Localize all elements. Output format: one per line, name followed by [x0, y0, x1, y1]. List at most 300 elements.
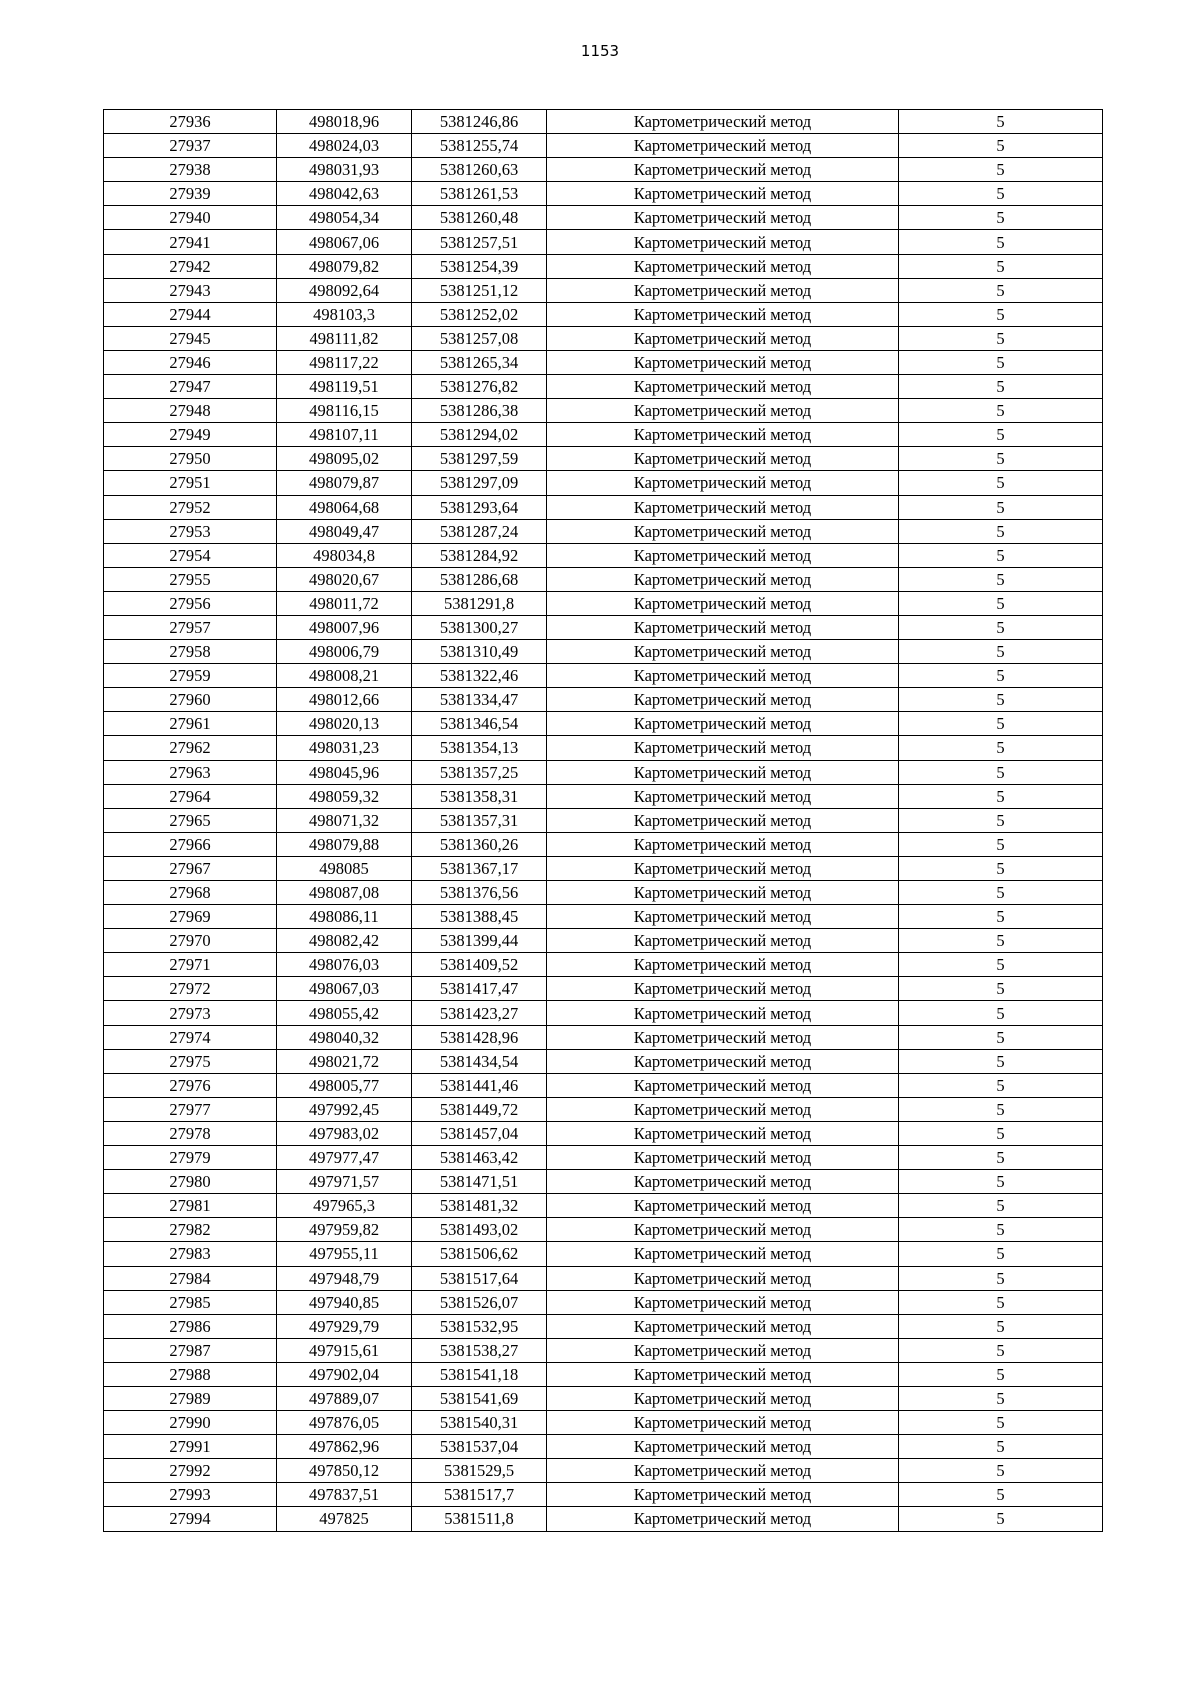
x-coordinate-cell: 497837,51 [277, 1483, 412, 1507]
accuracy-cell: 5 [899, 615, 1103, 639]
accuracy-cell: 5 [899, 784, 1103, 808]
point-number-cell: 27936 [104, 110, 277, 134]
method-cell: Картометрический метод [547, 350, 899, 374]
point-number-cell: 27976 [104, 1073, 277, 1097]
x-coordinate-cell: 497902,04 [277, 1362, 412, 1386]
method-cell: Картометрический метод [547, 1483, 899, 1507]
accuracy-cell: 5 [899, 688, 1103, 712]
point-number-cell: 27958 [104, 640, 277, 664]
accuracy-cell: 5 [899, 1435, 1103, 1459]
x-coordinate-cell: 498031,93 [277, 158, 412, 182]
x-coordinate-cell: 498005,77 [277, 1073, 412, 1097]
method-cell: Картометрический метод [547, 1266, 899, 1290]
table-row [104, 1507, 1103, 1531]
point-number-cell: 27945 [104, 326, 277, 350]
y-coordinate-cell: 5381287,24 [412, 519, 547, 543]
table-row [104, 856, 1103, 880]
point-number-cell: 27977 [104, 1097, 277, 1121]
method-cell: Картометрический метод [547, 1386, 899, 1410]
point-number-cell: 27973 [104, 1001, 277, 1025]
y-coordinate-cell: 5381388,45 [412, 905, 547, 929]
x-coordinate-cell: 497977,47 [277, 1146, 412, 1170]
y-coordinate-cell: 5381529,5 [412, 1459, 547, 1483]
table-row [104, 254, 1103, 278]
point-number-cell: 27986 [104, 1314, 277, 1338]
x-coordinate-cell: 498021,72 [277, 1049, 412, 1073]
table-row [104, 519, 1103, 543]
point-number-cell: 27954 [104, 543, 277, 567]
method-cell: Картометрический метод [547, 1025, 899, 1049]
method-cell: Картометрический метод [547, 736, 899, 760]
x-coordinate-cell: 498031,23 [277, 736, 412, 760]
method-cell: Картометрический метод [547, 1290, 899, 1314]
method-cell: Картометрический метод [547, 206, 899, 230]
table-row [104, 640, 1103, 664]
accuracy-cell: 5 [899, 1121, 1103, 1145]
point-number-cell: 27961 [104, 712, 277, 736]
x-coordinate-cell: 497959,82 [277, 1218, 412, 1242]
table-row [104, 1459, 1103, 1483]
x-coordinate-cell: 498049,47 [277, 519, 412, 543]
y-coordinate-cell: 5381254,39 [412, 254, 547, 278]
point-number-cell: 27968 [104, 881, 277, 905]
x-coordinate-cell: 497940,85 [277, 1290, 412, 1314]
accuracy-cell: 5 [899, 832, 1103, 856]
y-coordinate-cell: 5381334,47 [412, 688, 547, 712]
table-row [104, 1049, 1103, 1073]
method-cell: Картометрический метод [547, 471, 899, 495]
point-number-cell: 27953 [104, 519, 277, 543]
x-coordinate-cell: 497862,96 [277, 1435, 412, 1459]
x-coordinate-cell: 498082,42 [277, 929, 412, 953]
x-coordinate-cell: 498034,8 [277, 543, 412, 567]
accuracy-cell: 5 [899, 567, 1103, 591]
accuracy-cell: 5 [899, 664, 1103, 688]
point-number-cell: 27970 [104, 929, 277, 953]
accuracy-cell: 5 [899, 736, 1103, 760]
x-coordinate-cell: 498045,96 [277, 760, 412, 784]
table-row [104, 736, 1103, 760]
method-cell: Картометрический метод [547, 1218, 899, 1242]
point-number-cell: 27974 [104, 1025, 277, 1049]
x-coordinate-cell: 498006,79 [277, 640, 412, 664]
y-coordinate-cell: 5381541,69 [412, 1386, 547, 1410]
y-coordinate-cell: 5381441,46 [412, 1073, 547, 1097]
table-row [104, 977, 1103, 1001]
point-number-cell: 27979 [104, 1146, 277, 1170]
point-number-cell: 27972 [104, 977, 277, 1001]
y-coordinate-cell: 5381294,02 [412, 423, 547, 447]
table-row [104, 832, 1103, 856]
table-row [104, 1266, 1103, 1290]
accuracy-cell: 5 [899, 399, 1103, 423]
y-coordinate-cell: 5381428,96 [412, 1025, 547, 1049]
accuracy-cell: 5 [899, 1146, 1103, 1170]
accuracy-cell: 5 [899, 375, 1103, 399]
y-coordinate-cell: 5381261,53 [412, 182, 547, 206]
x-coordinate-cell: 497983,02 [277, 1121, 412, 1145]
y-coordinate-cell: 5381257,51 [412, 230, 547, 254]
point-number-cell: 27946 [104, 350, 277, 374]
point-number-cell: 27947 [104, 375, 277, 399]
y-coordinate-cell: 5381537,04 [412, 1435, 547, 1459]
x-coordinate-cell: 498040,32 [277, 1025, 412, 1049]
point-number-cell: 27985 [104, 1290, 277, 1314]
accuracy-cell: 5 [899, 423, 1103, 447]
x-coordinate-cell: 498092,64 [277, 278, 412, 302]
accuracy-cell: 5 [899, 447, 1103, 471]
table-row [104, 784, 1103, 808]
method-cell: Картометрический метод [547, 808, 899, 832]
method-cell: Картометрический метод [547, 1073, 899, 1097]
table-row [104, 447, 1103, 471]
method-cell: Картометрический метод [547, 664, 899, 688]
y-coordinate-cell: 5381434,54 [412, 1049, 547, 1073]
method-cell: Картометрический метод [547, 1194, 899, 1218]
x-coordinate-cell: 498020,67 [277, 567, 412, 591]
x-coordinate-cell: 497915,61 [277, 1338, 412, 1362]
table-row [104, 230, 1103, 254]
accuracy-cell: 5 [899, 1266, 1103, 1290]
table-row [104, 591, 1103, 615]
point-number-cell: 27989 [104, 1386, 277, 1410]
y-coordinate-cell: 5381252,02 [412, 302, 547, 326]
x-coordinate-cell: 498079,87 [277, 471, 412, 495]
y-coordinate-cell: 5381357,25 [412, 760, 547, 784]
table-row [104, 615, 1103, 639]
accuracy-cell: 5 [899, 1362, 1103, 1386]
accuracy-cell: 5 [899, 206, 1103, 230]
method-cell: Картометрический метод [547, 543, 899, 567]
point-number-cell: 27964 [104, 784, 277, 808]
accuracy-cell: 5 [899, 929, 1103, 953]
accuracy-cell: 5 [899, 808, 1103, 832]
accuracy-cell: 5 [899, 1483, 1103, 1507]
coordinates-table [103, 109, 1103, 1532]
point-number-cell: 27959 [104, 664, 277, 688]
x-coordinate-cell: 498012,66 [277, 688, 412, 712]
table-row [104, 1170, 1103, 1194]
table-row [104, 1097, 1103, 1121]
method-cell: Картометрический метод [547, 1411, 899, 1435]
x-coordinate-cell: 497948,79 [277, 1266, 412, 1290]
y-coordinate-cell: 5381297,59 [412, 447, 547, 471]
y-coordinate-cell: 5381526,07 [412, 1290, 547, 1314]
table-row [104, 1411, 1103, 1435]
point-number-cell: 27950 [104, 447, 277, 471]
accuracy-cell: 5 [899, 519, 1103, 543]
table-row [104, 206, 1103, 230]
x-coordinate-cell: 498117,22 [277, 350, 412, 374]
method-cell: Картометрический метод [547, 640, 899, 664]
accuracy-cell: 5 [899, 110, 1103, 134]
accuracy-cell: 5 [899, 1170, 1103, 1194]
x-coordinate-cell: 498067,06 [277, 230, 412, 254]
point-number-cell: 27992 [104, 1459, 277, 1483]
table-row [104, 808, 1103, 832]
table-row [104, 567, 1103, 591]
x-coordinate-cell: 497850,12 [277, 1459, 412, 1483]
method-cell: Картометрический метод [547, 399, 899, 423]
x-coordinate-cell: 497955,11 [277, 1242, 412, 1266]
y-coordinate-cell: 5381293,64 [412, 495, 547, 519]
x-coordinate-cell: 497992,45 [277, 1097, 412, 1121]
point-number-cell: 27982 [104, 1218, 277, 1242]
y-coordinate-cell: 5381541,18 [412, 1362, 547, 1386]
table-row [104, 471, 1103, 495]
table-row [104, 350, 1103, 374]
method-cell: Картометрический метод [547, 447, 899, 471]
point-number-cell: 27962 [104, 736, 277, 760]
point-number-cell: 27957 [104, 615, 277, 639]
method-cell: Картометрический метод [547, 615, 899, 639]
table-row [104, 712, 1103, 736]
x-coordinate-cell: 498116,15 [277, 399, 412, 423]
table-row [104, 399, 1103, 423]
point-number-cell: 27952 [104, 495, 277, 519]
table-row [104, 688, 1103, 712]
table-row [104, 1386, 1103, 1410]
accuracy-cell: 5 [899, 278, 1103, 302]
x-coordinate-cell: 498086,11 [277, 905, 412, 929]
x-coordinate-cell: 498064,68 [277, 495, 412, 519]
point-number-cell: 27969 [104, 905, 277, 929]
accuracy-cell: 5 [899, 977, 1103, 1001]
accuracy-cell: 5 [899, 350, 1103, 374]
method-cell: Картометрический метод [547, 1435, 899, 1459]
accuracy-cell: 5 [899, 712, 1103, 736]
point-number-cell: 27994 [104, 1507, 277, 1531]
y-coordinate-cell: 5381540,31 [412, 1411, 547, 1435]
accuracy-cell: 5 [899, 1242, 1103, 1266]
method-cell: Картометрический метод [547, 1242, 899, 1266]
point-number-cell: 27939 [104, 182, 277, 206]
y-coordinate-cell: 5381286,68 [412, 567, 547, 591]
point-number-cell: 27981 [104, 1194, 277, 1218]
accuracy-cell: 5 [899, 134, 1103, 158]
point-number-cell: 27942 [104, 254, 277, 278]
y-coordinate-cell: 5381538,27 [412, 1338, 547, 1362]
y-coordinate-cell: 5381417,47 [412, 977, 547, 1001]
y-coordinate-cell: 5381260,63 [412, 158, 547, 182]
method-cell: Картометрический метод [547, 1170, 899, 1194]
table-row [104, 881, 1103, 905]
method-cell: Картометрический метод [547, 519, 899, 543]
method-cell: Картометрический метод [547, 158, 899, 182]
point-number-cell: 27948 [104, 399, 277, 423]
y-coordinate-cell: 5381517,7 [412, 1483, 547, 1507]
y-coordinate-cell: 5381463,42 [412, 1146, 547, 1170]
accuracy-cell: 5 [899, 881, 1103, 905]
y-coordinate-cell: 5381449,72 [412, 1097, 547, 1121]
x-coordinate-cell: 498107,11 [277, 423, 412, 447]
method-cell: Картометрический метод [547, 254, 899, 278]
x-coordinate-cell: 498067,03 [277, 977, 412, 1001]
table-row [104, 1362, 1103, 1386]
point-number-cell: 27984 [104, 1266, 277, 1290]
table-row [104, 1194, 1103, 1218]
point-number-cell: 27978 [104, 1121, 277, 1145]
method-cell: Картометрический метод [547, 1362, 899, 1386]
point-number-cell: 27940 [104, 206, 277, 230]
y-coordinate-cell: 5381506,62 [412, 1242, 547, 1266]
table-row [104, 1242, 1103, 1266]
table-row [104, 543, 1103, 567]
x-coordinate-cell: 498055,42 [277, 1001, 412, 1025]
y-coordinate-cell: 5381409,52 [412, 953, 547, 977]
method-cell: Картометрический метод [547, 784, 899, 808]
x-coordinate-cell: 498054,34 [277, 206, 412, 230]
y-coordinate-cell: 5381265,34 [412, 350, 547, 374]
x-coordinate-cell: 498111,82 [277, 326, 412, 350]
coordinates-table-body [104, 110, 1103, 1532]
accuracy-cell: 5 [899, 1218, 1103, 1242]
accuracy-cell: 5 [899, 182, 1103, 206]
method-cell: Картометрический метод [547, 977, 899, 1001]
method-cell: Картометрический метод [547, 326, 899, 350]
accuracy-cell: 5 [899, 760, 1103, 784]
y-coordinate-cell: 5381457,04 [412, 1121, 547, 1145]
y-coordinate-cell: 5381517,64 [412, 1266, 547, 1290]
table-row [104, 1025, 1103, 1049]
point-number-cell: 27938 [104, 158, 277, 182]
method-cell: Картометрический метод [547, 375, 899, 399]
method-cell: Картометрический метод [547, 1507, 899, 1531]
table-row [104, 158, 1103, 182]
accuracy-cell: 5 [899, 1411, 1103, 1435]
x-coordinate-cell: 497965,3 [277, 1194, 412, 1218]
point-number-cell: 27949 [104, 423, 277, 447]
table-row [104, 278, 1103, 302]
method-cell: Картометрический метод [547, 856, 899, 880]
method-cell: Картометрический метод [547, 1097, 899, 1121]
method-cell: Картометрический метод [547, 182, 899, 206]
point-number-cell: 27951 [104, 471, 277, 495]
accuracy-cell: 5 [899, 1001, 1103, 1025]
method-cell: Картометрический метод [547, 110, 899, 134]
method-cell: Картометрический метод [547, 953, 899, 977]
point-number-cell: 27937 [104, 134, 277, 158]
table-row [104, 302, 1103, 326]
table-row [104, 1483, 1103, 1507]
accuracy-cell: 5 [899, 1073, 1103, 1097]
table-row [104, 110, 1103, 134]
x-coordinate-cell: 498095,02 [277, 447, 412, 471]
accuracy-cell: 5 [899, 1025, 1103, 1049]
y-coordinate-cell: 5381260,48 [412, 206, 547, 230]
x-coordinate-cell: 497876,05 [277, 1411, 412, 1435]
accuracy-cell: 5 [899, 302, 1103, 326]
x-coordinate-cell: 498103,3 [277, 302, 412, 326]
x-coordinate-cell: 498042,63 [277, 182, 412, 206]
accuracy-cell: 5 [899, 543, 1103, 567]
y-coordinate-cell: 5381322,46 [412, 664, 547, 688]
x-coordinate-cell: 498011,72 [277, 591, 412, 615]
y-coordinate-cell: 5381300,27 [412, 615, 547, 639]
y-coordinate-cell: 5381357,31 [412, 808, 547, 832]
accuracy-cell: 5 [899, 953, 1103, 977]
x-coordinate-cell: 498018,96 [277, 110, 412, 134]
method-cell: Картометрический метод [547, 1459, 899, 1483]
method-cell: Картометрический метод [547, 1121, 899, 1145]
y-coordinate-cell: 5381481,32 [412, 1194, 547, 1218]
table-row [104, 953, 1103, 977]
table-row [104, 1121, 1103, 1145]
method-cell: Картометрический метод [547, 423, 899, 447]
y-coordinate-cell: 5381358,31 [412, 784, 547, 808]
point-number-cell: 27971 [104, 953, 277, 977]
y-coordinate-cell: 5381284,92 [412, 543, 547, 567]
x-coordinate-cell: 497889,07 [277, 1386, 412, 1410]
accuracy-cell: 5 [899, 1338, 1103, 1362]
method-cell: Картометрический метод [547, 302, 899, 326]
table-row [104, 134, 1103, 158]
x-coordinate-cell: 497825 [277, 1507, 412, 1531]
x-coordinate-cell: 498020,13 [277, 712, 412, 736]
x-coordinate-cell: 498024,03 [277, 134, 412, 158]
accuracy-cell: 5 [899, 1097, 1103, 1121]
table-row [104, 1146, 1103, 1170]
accuracy-cell: 5 [899, 1194, 1103, 1218]
method-cell: Картометрический метод [547, 712, 899, 736]
point-number-cell: 27955 [104, 567, 277, 591]
y-coordinate-cell: 5381399,44 [412, 929, 547, 953]
point-number-cell: 27990 [104, 1411, 277, 1435]
method-cell: Картометрический метод [547, 929, 899, 953]
x-coordinate-cell: 497929,79 [277, 1314, 412, 1338]
method-cell: Картометрический метод [547, 905, 899, 929]
table-row [104, 905, 1103, 929]
point-number-cell: 27963 [104, 760, 277, 784]
table-row [104, 1218, 1103, 1242]
y-coordinate-cell: 5381423,27 [412, 1001, 547, 1025]
point-number-cell: 27967 [104, 856, 277, 880]
accuracy-cell: 5 [899, 591, 1103, 615]
table-row [104, 1290, 1103, 1314]
method-cell: Картометрический метод [547, 1146, 899, 1170]
method-cell: Картометрический метод [547, 760, 899, 784]
method-cell: Картометрический метод [547, 1049, 899, 1073]
x-coordinate-cell: 498059,32 [277, 784, 412, 808]
point-number-cell: 27980 [104, 1170, 277, 1194]
point-number-cell: 27956 [104, 591, 277, 615]
accuracy-cell: 5 [899, 326, 1103, 350]
accuracy-cell: 5 [899, 640, 1103, 664]
point-number-cell: 27941 [104, 230, 277, 254]
x-coordinate-cell: 497971,57 [277, 1170, 412, 1194]
x-coordinate-cell: 498087,08 [277, 881, 412, 905]
point-number-cell: 27991 [104, 1435, 277, 1459]
point-number-cell: 27975 [104, 1049, 277, 1073]
method-cell: Картометрический метод [547, 881, 899, 905]
point-number-cell: 27966 [104, 832, 277, 856]
point-number-cell: 27993 [104, 1483, 277, 1507]
y-coordinate-cell: 5381276,82 [412, 375, 547, 399]
point-number-cell: 27983 [104, 1242, 277, 1266]
x-coordinate-cell: 498079,88 [277, 832, 412, 856]
x-coordinate-cell: 498071,32 [277, 808, 412, 832]
accuracy-cell: 5 [899, 1386, 1103, 1410]
y-coordinate-cell: 5381376,56 [412, 881, 547, 905]
point-number-cell: 27960 [104, 688, 277, 712]
y-coordinate-cell: 5381297,09 [412, 471, 547, 495]
accuracy-cell: 5 [899, 230, 1103, 254]
accuracy-cell: 5 [899, 254, 1103, 278]
point-number-cell: 27987 [104, 1338, 277, 1362]
y-coordinate-cell: 5381346,54 [412, 712, 547, 736]
method-cell: Картометрический метод [547, 832, 899, 856]
point-number-cell: 27988 [104, 1362, 277, 1386]
